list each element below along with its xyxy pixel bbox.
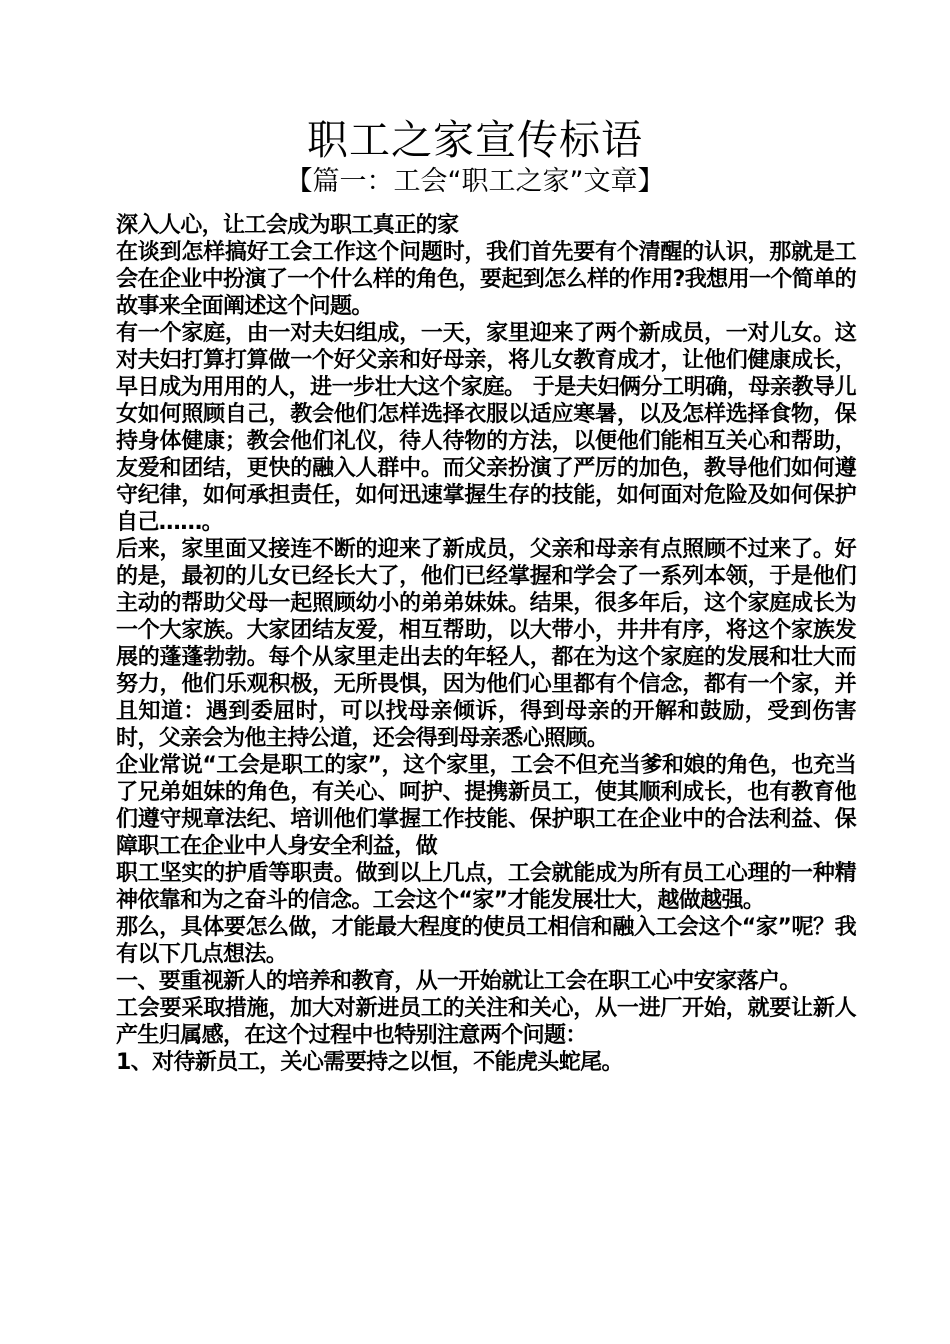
paragraph: 职工坚实的护盾等职责。做到以上几点，工会就能成为所有员工心理的一种精神依靠和为之奋斗的信念。工会这个“家”才能发展壮大，越做越强。 bbox=[116, 861, 856, 913]
document-body bbox=[116, 212, 856, 1076]
paragraph: 企业常说“工会是职工的家”，这个家里，工会不但充当爹和娘的角色，也充当了兄弟姐妹的角色，有关心、呵护、提携新员工，使其顺利成长，也有教育他们遵守规章法纪、培训他们掌握工作技能、保护职工在企业中的合法利益、保障职工在企业中人身安全利益，做 bbox=[116, 753, 856, 859]
document-title: 职工之家宣传标语 bbox=[307, 116, 643, 164]
paragraph: 深入人心，让工会成为职工真正的家 bbox=[116, 213, 459, 238]
document-subtitle: 【篇一：工会“职工之家”文章】 bbox=[285, 166, 665, 197]
paragraph: 那么，具体要怎么做，才能最大程度的使员工相信和融入工会这个“家”呢？我有以下几点想法。 bbox=[116, 915, 856, 967]
paragraph: 一、要重视新人的培养和教育，从一开始就让工会在职工心中安家落户。 bbox=[116, 969, 801, 994]
paragraph: 工会要采取措施，加大对新进员工的关注和关心，从一进厂开始，就要让新人产生归属感，在这个过程中也特别注意两个问题： bbox=[116, 996, 856, 1048]
paragraph: 有一个家庭，由一对夫妇组成，一天，家里迎来了两个新成员，一对儿女。这对夫妇打算打算做一个好父亲和好母亲，将儿女教育成才，让他们健康成长，早日成为用用的人，进一步壮大这个家庭。 于是夫妇俩分工明确，母亲教导儿女如何照顾自己，教会他们怎样选择衣服以适应寒暑，以及怎样选择食物，保持身体健康；教会他们礼仪，待人待物的方法，以便他们能相互关心和帮助，友爱和团结，更快的融入人群中。而父亲扮演了严厉的加色，教导他们如何遵守纪律，如何承担责任，如何迅速掌握生存的技能，如何面对危险及如何保护自己……。 bbox=[116, 321, 856, 535]
paragraph: 在谈到怎样搞好工会工作这个问题时，我们首先要有个清醒的认识，那就是工会在企业中扮演了一个什么样的角色，要起到怎么样的作用?我想用一个简单的故事来全面阐述这个问题。 bbox=[116, 240, 856, 319]
paragraph: 1、对待新员工，关心需要持之以恒，不能虎头蛇尾。 bbox=[116, 1050, 623, 1075]
paragraph: 后来，家里面又接连不断的迎来了新成员，父亲和母亲有点照顾不过来了。好的是，最初的儿女已经长大了，他们已经掌握和学会了一系列本领，于是他们主动的帮助父母一起照顾幼小的弟弟妹妹。结果，很多年后，这个家庭成长为一个大家族。大家团结友爱，相互帮助，以大带小，井井有序，将这个家族发展的蓬蓬勃勃。每个从家里走出去的年轻人，都在为这个家庭的发展和壮大而努力，他们乐观积极，无所畏惧，因为他们心里都有个信念，都有一个家，并且知道：遇到委屈时，可以找母亲倾诉，得到母亲的开解和鼓励，受到伤害时，父亲会为他主持公道，还会得到母亲悉心照顾。 bbox=[116, 537, 856, 751]
